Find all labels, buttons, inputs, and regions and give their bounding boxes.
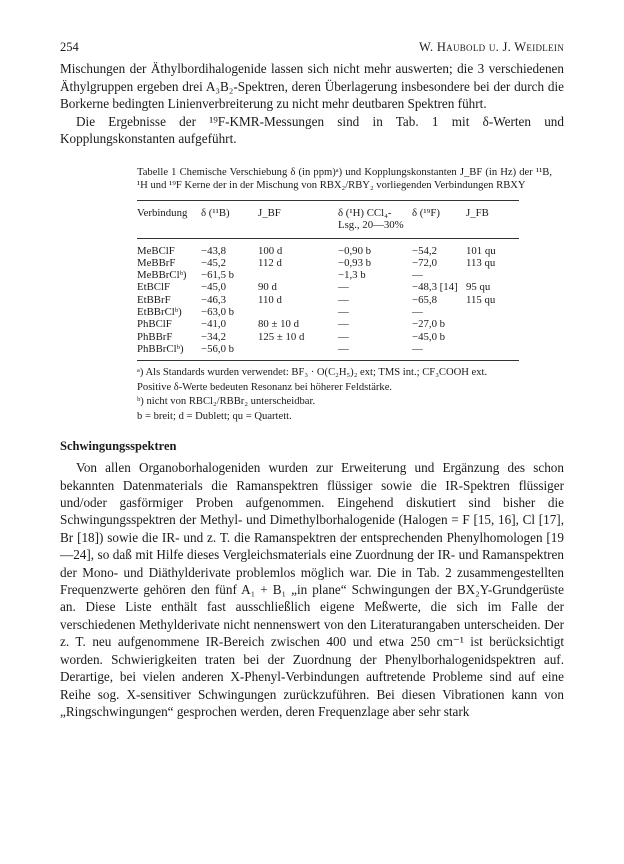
table-cell: −45,0 b bbox=[412, 330, 446, 343]
footnote-a-line-2: Positive δ-Werte bedeuten Resonanz bei höherer Feldstärke. bbox=[137, 381, 393, 393]
page-number: 254 bbox=[60, 40, 79, 54]
table-cell: — bbox=[412, 306, 423, 319]
table-row bbox=[137, 238, 519, 257]
table-row bbox=[137, 318, 519, 330]
running-header bbox=[60, 40, 564, 60]
table-cell: — bbox=[338, 306, 349, 319]
table-cell: 90 d bbox=[258, 281, 277, 294]
table-cell bbox=[466, 269, 519, 281]
table-cell: −27,0 b bbox=[412, 318, 446, 331]
table-cell: PhBBrF bbox=[137, 330, 173, 343]
table-cell: −54,2 bbox=[412, 244, 437, 257]
table-row bbox=[137, 257, 519, 269]
table-row bbox=[137, 269, 519, 281]
table-cell: MeBBrClᵇ) bbox=[137, 269, 187, 282]
table-cell: 112 d bbox=[258, 256, 282, 269]
table-cell: — bbox=[412, 343, 466, 361]
table-cell: −0,93 b bbox=[338, 256, 372, 269]
table-cell: −48,3 [14] bbox=[412, 281, 458, 294]
table-footnotes bbox=[137, 366, 552, 424]
table-cell: −46,3 bbox=[201, 293, 226, 306]
table-cell: 113 qu bbox=[466, 256, 496, 269]
running-authors: W. Haubold u. J. Weidlein bbox=[419, 40, 564, 54]
table-caption: Tabelle 1 Chemische Verschiebung δ (in ppm)ᵃ) und Kopplungskonstanten J_BF (in Hz) der ¹¹B, ¹H und ¹⁹F Kerne der in der Mischung von RBX₂/RBY₂ vorliegenden Verbindungen RBXY bbox=[137, 166, 552, 192]
table-row bbox=[137, 281, 519, 293]
table-cell: EtBClF bbox=[137, 281, 171, 294]
table-cell bbox=[258, 343, 338, 361]
table-header-row bbox=[137, 200, 519, 238]
table-cell: −63,0 b bbox=[201, 306, 235, 319]
table-cell: −61,5 b bbox=[201, 269, 235, 282]
table-cell: 101 qu bbox=[466, 244, 496, 257]
table-row bbox=[137, 294, 519, 306]
section-heading: Schwingungsspektren bbox=[60, 439, 177, 454]
table-cell: 80 ± 10 d bbox=[258, 318, 300, 331]
section-paragraph: Von allen Organoborhalogeniden wurden zur Erweiterung und Ergänzung des schon bekannten Datenmaterials die Ramanspektren flüssiger sowie die IR-Spektren flüssiger und/oder gasförmiger Proben aufgenommen. Eingehend diskutiert sind bisher die Schwingungsspektren der Methyl- und Dimethylborhalogenide (Halogen = F [15, 16], Cl [17], Br [18]) sowie die IR- und z. T. die Ramanspektren der entsprechenden Phenylhomologen [19—24], so daß mit Hilfe dieses Vergleichsmaterials eine Zuordnung der IR- und Ramanspektren der Mono- und Diäthylderivate problemlos möglich war. Die in Tab. 2 zusammengestellten Frequenzwerte gehören den fünf A₁ + B₁ „in plane“ Schwingungen der BX₂Y-Grundgerüste an. Diese Liste enthält fast ausschließlich eigene Meßwerte, die sich im Falle der verschiedenen Methylderivate nicht nennenswert von den Literaturangaben unterscheiden. Der z. T. neu aufgenommene IR-Bereich zwischen 400 und etwa 250 cm⁻¹ ist berücksichtigt worden. Schwierigkeiten traten bei der Zuordnung der Phenylborhalogenidspektren auf. Derartige, bei vielen anderen X-Phenyl-Verbindungen auftretende Probleme sind auf eine Reihe sog. X-sensitiver Schwingungen zurückzuführen. Bei diesen Vibrationen kann von „Ringschwingungen“ gesprochen werden, deren Frequenzlage aber sehr stark bbox=[60, 460, 564, 719]
col-header-delta-h: δ (¹H) CCl₄-Lsg., 20—30% bbox=[338, 200, 412, 238]
table-cell: −45,0 bbox=[201, 281, 226, 294]
table-cell: PhBClF bbox=[137, 318, 172, 331]
table-cell: — bbox=[338, 293, 349, 306]
table-cell: MeBClF bbox=[137, 244, 175, 257]
table-cell: −41,0 bbox=[201, 318, 226, 331]
table-cell: 100 d bbox=[258, 244, 283, 257]
table-cell: 125 ± 10 d bbox=[258, 330, 305, 343]
table-cell bbox=[466, 306, 519, 318]
col-header-delta-f: δ (¹⁹F) bbox=[412, 200, 466, 238]
intro-paragraph-2: Die Ergebnisse der ¹⁹F-KMR-Messungen sind in Tab. 1 mit δ-Werten und Kopplungskonstanten aufgeführt. bbox=[60, 113, 564, 147]
table-cell: −1,3 b bbox=[338, 269, 366, 282]
table-cell: EtBBrClᵇ) bbox=[137, 306, 182, 319]
paper-page bbox=[60, 40, 564, 720]
intro-paragraph-1: Mischungen der Äthylbordihalogenide lassen sich nicht mehr auswerten; die 3 verschiedenen Äthylgruppen ergeben drei A₃B₂-Spektren, deren Überlagerung insbesondere bei der durch die Borkerne bedingten Linienverbreiterung zu nicht mehr deutbaren Spektren führt. bbox=[60, 61, 564, 112]
table-cell bbox=[258, 269, 338, 281]
footnote-b: ᵇ) nicht von RBCl₂/RBBr₂ unterscheidbar. bbox=[137, 396, 316, 408]
table-cell: PhBBrClᵇ) bbox=[137, 343, 201, 361]
table-row bbox=[137, 306, 519, 318]
table-row bbox=[137, 343, 519, 361]
table-cell: — bbox=[412, 269, 423, 282]
col-header-verbindung: Verbindung bbox=[137, 200, 201, 238]
table-cell: — bbox=[338, 343, 412, 361]
table-cell: — bbox=[338, 281, 349, 294]
table-cell bbox=[466, 318, 519, 330]
table-row bbox=[137, 331, 519, 343]
table-cell: −34,2 bbox=[201, 330, 226, 343]
table-cell: — bbox=[338, 318, 349, 331]
table-cell: −56,0 b bbox=[201, 343, 258, 361]
col-header-jbf: J_BF bbox=[258, 200, 338, 238]
table-cell: EtBBrF bbox=[137, 293, 171, 306]
abbreviations-note: b = breit; d = Dublett; qu = Quartett. bbox=[137, 410, 292, 422]
table-cell: 95 qu bbox=[466, 281, 491, 294]
table-cell bbox=[258, 306, 338, 318]
col-header-delta-b: δ (¹¹B) bbox=[201, 200, 258, 238]
table-cell: −72,0 bbox=[412, 256, 437, 269]
table-cell bbox=[466, 343, 519, 361]
footnote-a-line-1: ᵃ) Als Standards wurden verwendet: BF₃ · O(C₂H₅)₂ ext; TMS int.; CF₃COOH ext. bbox=[137, 367, 488, 379]
table-cell: −43,8 bbox=[201, 244, 226, 257]
table-cell: 115 qu bbox=[466, 293, 496, 306]
table-cell: −45,2 bbox=[201, 256, 226, 269]
table-cell bbox=[466, 331, 519, 343]
nmr-table bbox=[137, 200, 519, 361]
table-cell: — bbox=[338, 330, 349, 343]
table-cell: −0,90 b bbox=[338, 244, 372, 257]
col-header-jfb: J_FB bbox=[466, 200, 519, 238]
table-cell: MeBBrF bbox=[137, 256, 176, 269]
table-cell: −65,8 bbox=[412, 293, 437, 306]
table-cell: 110 d bbox=[258, 293, 282, 306]
